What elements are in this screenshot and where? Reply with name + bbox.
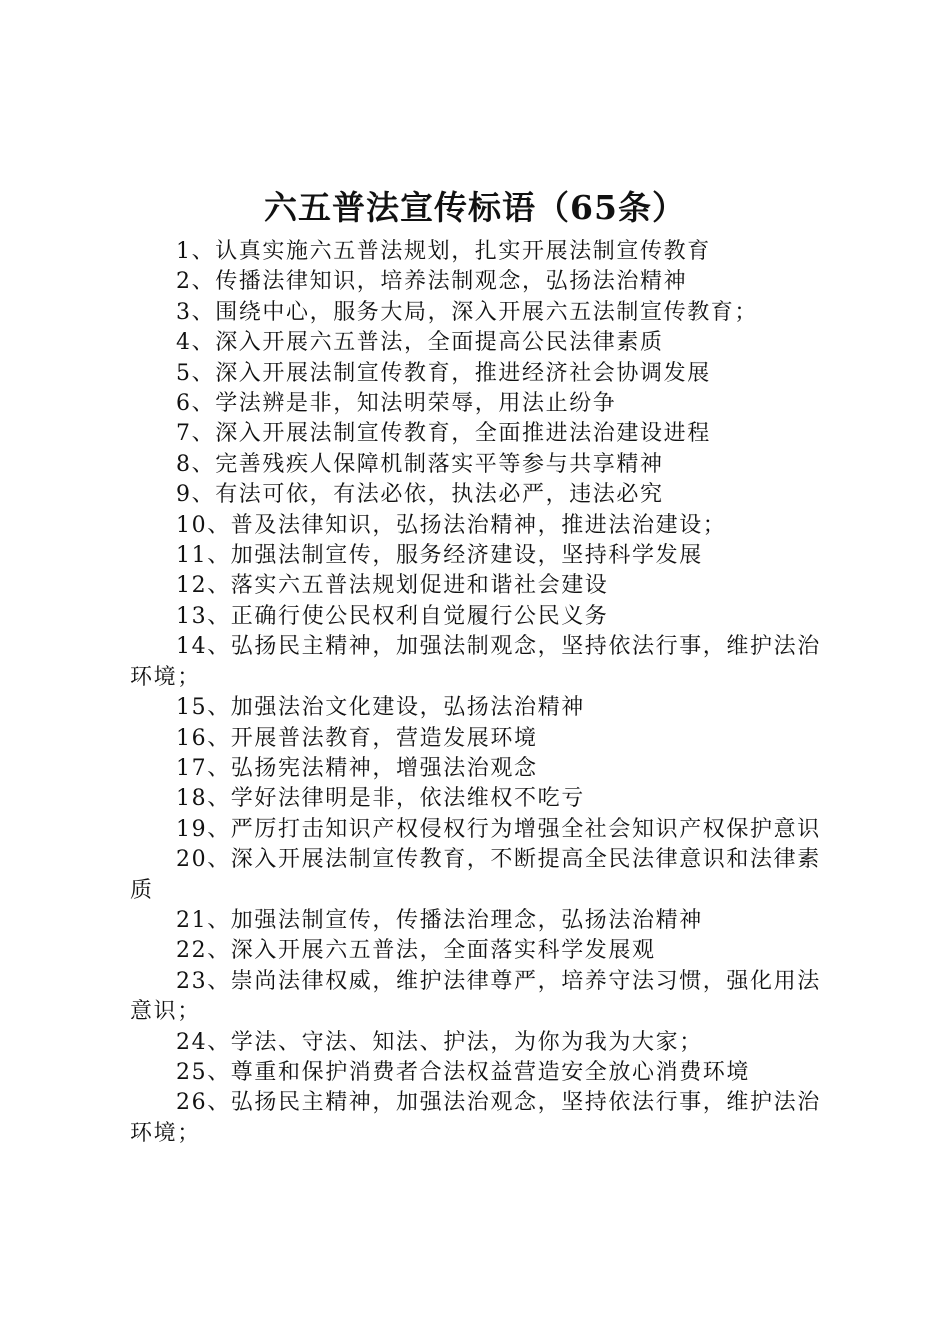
list-item: 22、深入开展六五普法，全面落实科学发展观: [176, 938, 656, 964]
list-item: 24、学法、守法、知法、护法，为你为我为大家；: [176, 1029, 703, 1055]
list-item: 20、深入开展法制宣传教育，不断提高全民法律意识和法律素质: [130, 847, 821, 903]
list-item: 13、正确行使公民权利自觉履行公民义务: [176, 603, 609, 629]
list-item: 1、认真实施六五普法规划，扎实开展法制宣传教育: [176, 239, 711, 264]
list-item: 21、加强法制宣传，传播法治理念，弘扬法治精神: [176, 907, 703, 933]
list-item: 6、学法辨是非，知法明荣辱，用法止纷争: [176, 391, 617, 417]
list-item: 10、普及法律知识，弘扬法治精神，推进法治建设；: [176, 512, 727, 538]
list-item: 12、落实六五普法规划促进和谐社会建设: [176, 573, 609, 599]
list-item: 5、深入开展法制宣传教育，推进经济社会协调发展: [176, 360, 711, 386]
list-item: 17、弘扬宪法精神，增强法治观念: [176, 755, 538, 781]
list-item: 19、严厉打击知识产权侵权行为增强全社会知识产权保护意识: [176, 816, 821, 842]
page-title: 六五普法宣传标语（65条）: [264, 188, 686, 227]
list-item: 26、弘扬民主精神，加强法治观念，坚持依法行事，维护法治环境；: [130, 1090, 821, 1146]
list-item: 7、深入开展法制宣传教育，全面推进法治建设进程: [176, 421, 711, 447]
list-item: 16、开展普法教育，营造发展环境: [176, 725, 538, 751]
list-item: 25、尊重和保护消费者合法权益营造安全放心消费环境: [176, 1059, 750, 1085]
list-item: 23、崇尚法律权威，维护法律尊严，培养守法习惯，强化用法意识；: [130, 968, 821, 1025]
list-item: 9、有法可依，有法必依，执法必严，违法必究: [176, 482, 664, 508]
list-item: 2、传播法律知识，培养法制观念，弘扬法治精神: [176, 269, 688, 295]
list-item: 11、加强法制宣传，服务经济建设，坚持科学发展: [176, 543, 703, 569]
list-item: 8、完善残疾人保障机制落实平等参与共享精神: [176, 451, 664, 477]
list-item: 18、学好法律明是非，依法维权不吃亏: [176, 786, 585, 812]
slogan-list: [130, 237, 835, 1149]
list-item: 14、弘扬民主精神，加强法制观念，坚持依法行事，维护法治环境；: [130, 634, 821, 690]
list-item: 3、围绕中心，服务大局，深入开展六五法制宣传教育；: [176, 299, 758, 325]
list-item: 15、加强法治文化建设，弘扬法治精神: [176, 695, 585, 721]
list-item: 4、深入开展六五普法，全面提高公民法律素质: [176, 330, 664, 356]
